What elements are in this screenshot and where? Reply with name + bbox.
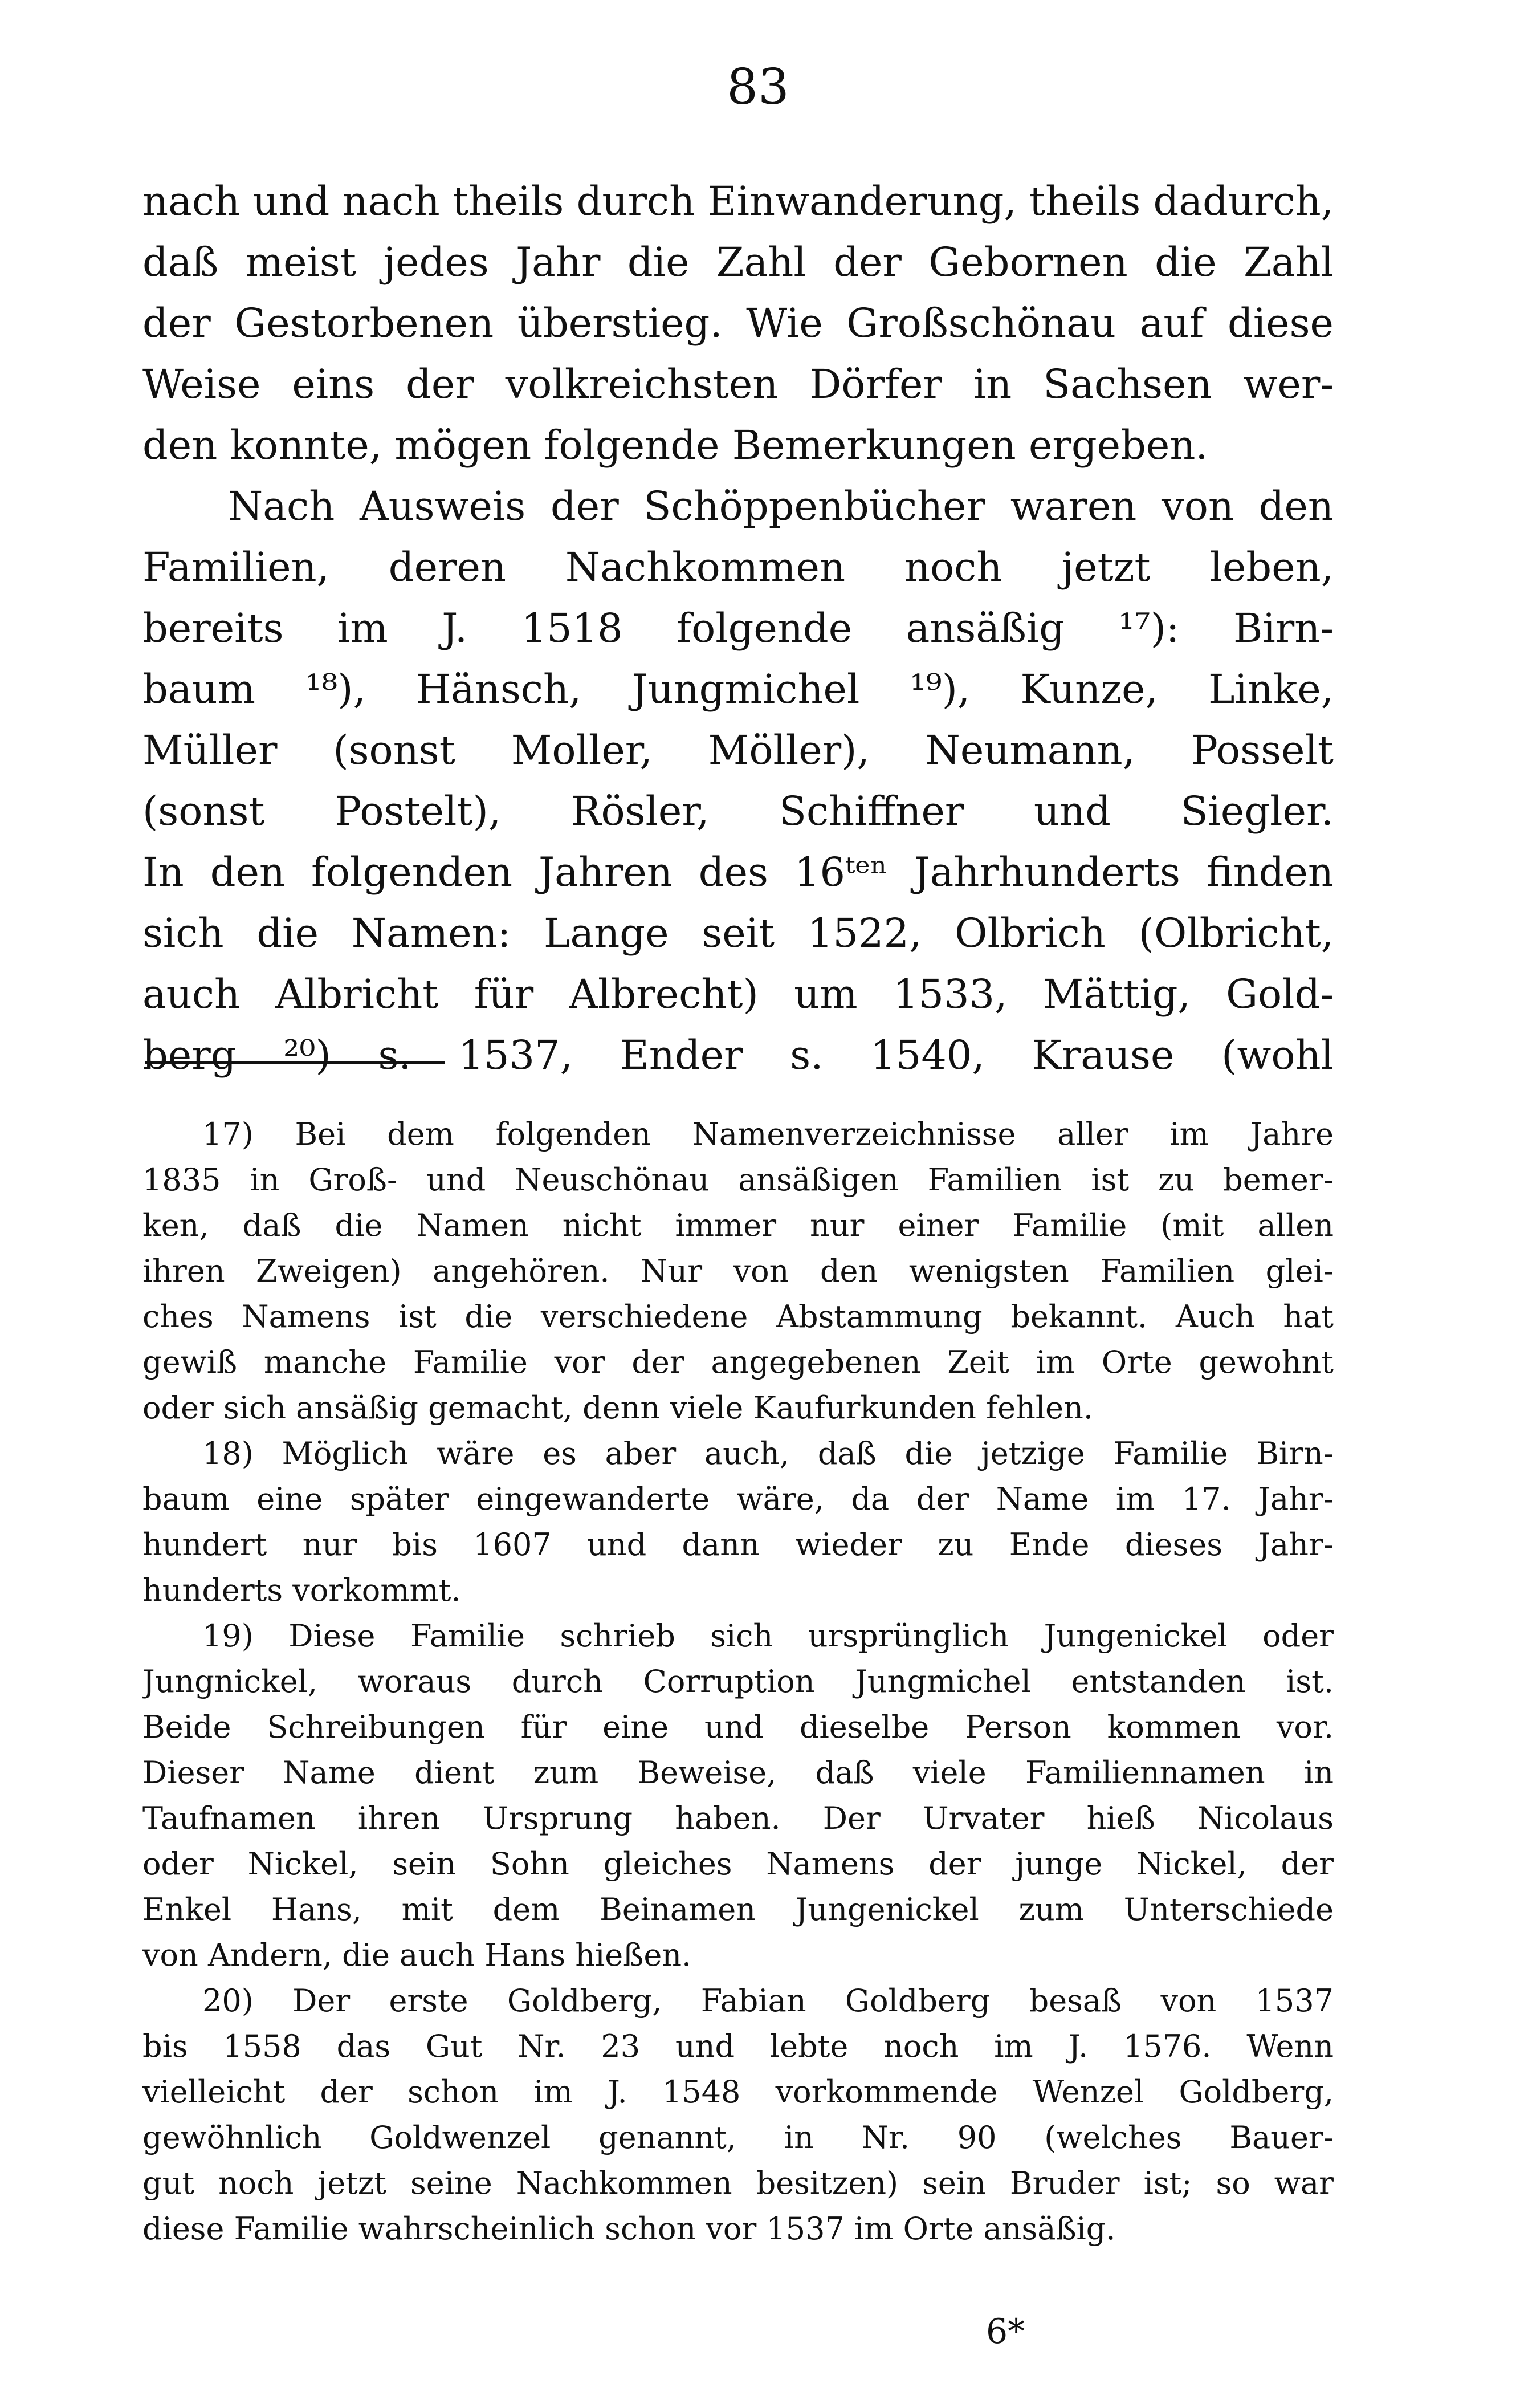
footnote-line: von Andern, die auch Hans hießen. xyxy=(142,1937,692,1973)
footnote-line: diese Familie wahrscheinlich schon vor 1537 im Orte ansäßig. xyxy=(142,2211,1116,2247)
signature-mark: 6* xyxy=(986,2312,1025,2352)
footnote-line: baum eine später eingewanderte wäre, da der Name im 17. Jahr- xyxy=(142,1481,1334,1517)
text-line: In den folgenden Jahren des 16ᵗᵉⁿ Jahrhunderts finden xyxy=(142,849,1334,896)
footnote-line: Jungnickel, woraus durch Corruption Jungmichel entstanden ist. xyxy=(142,1663,1334,1699)
footnote-line: bis 1558 das Gut Nr. 23 und lebte noch im J. 1576. Wenn xyxy=(142,2028,1334,2064)
text-line: Weise eins der volkreichsten Dörfer in Sachsen wer- xyxy=(142,361,1334,408)
text-line: nach und nach theils durch Einwanderung, theils dadurch, xyxy=(142,178,1334,225)
footnote-19: 19) Diese Familie schrieb sich ursprünglich Jungenickel oder xyxy=(202,1618,1334,1654)
text-line: daß meist jedes Jahr die Zahl der Gebornen die Zahl xyxy=(142,239,1334,286)
footnote-line: ihren Zweigen) angehören. Nur von den wenigsten Familien glei- xyxy=(142,1253,1334,1289)
text-line: sich die Namen: Lange seit 1522, Olbrich (Olbricht, xyxy=(142,910,1334,957)
footnote-line: 1835 in Groß- und Neuschönau ansäßigen Familien ist zu bemer- xyxy=(142,1162,1334,1198)
footnote-line: Dieser Name dient zum Beweise, daß viele Familiennamen in xyxy=(142,1755,1334,1791)
text-line: bereits im J. 1518 folgende ansäßig ¹⁷): Birn- xyxy=(142,605,1334,652)
footnote-line: oder sich ansäßig gemacht, denn viele Kaufurkunden fehlen. xyxy=(142,1390,1094,1426)
footnote-line: gewiß manche Familie vor der angegebenen Zeit im Orte gewohnt xyxy=(142,1344,1334,1380)
footnote-line: ches Namens ist die verschiedene Abstammung bekannt. Auch hat xyxy=(142,1299,1334,1335)
text-line: baum ¹⁸), Hänsch, Jungmichel ¹⁹), Kunze, Linke, xyxy=(142,666,1334,713)
footnote-line: Beide Schreibungen für eine und dieselbe Person kommen vor. xyxy=(142,1709,1334,1745)
text-line: (sonst Postelt), Rösler, Schiffner und Siegler. xyxy=(142,788,1334,835)
text-line: berg ²⁰) s. 1537, Ender s. 1540, Krause (wohl xyxy=(142,1032,1334,1079)
footnote-18: 18) Möglich wäre es aber auch, daß die jetzige Familie Birn- xyxy=(202,1435,1334,1471)
footnote-line: ken, daß die Namen nicht immer nur einer Familie (mit allen xyxy=(142,1207,1334,1243)
footnote-line: gewöhnlich Goldwenzel genannt, in Nr. 90 (welches Bauer- xyxy=(142,2120,1334,2155)
footnote-line: vielleicht der schon im J. 1548 vorkommende Wenzel Goldberg, xyxy=(142,2074,1334,2110)
footnote-separator xyxy=(145,1061,445,1064)
text-line: den konnte, mögen folgende Bemerkungen ergeben. xyxy=(142,422,1208,469)
footnote-line: Taufnamen ihren Ursprung haben. Der Urvater hieß Nicolaus xyxy=(142,1800,1334,1836)
text-line: Familien, deren Nachkommen noch jetzt leben, xyxy=(142,544,1334,591)
text-line: auch Albricht für Albrecht) um 1533, Mättig, Gold- xyxy=(142,971,1334,1018)
footnotes xyxy=(142,1112,1334,2252)
text-line: der Gestorbenen überstieg. Wie Großschönau auf diese xyxy=(142,300,1334,347)
text-line: Nach Ausweis der Schöppenbücher waren von den xyxy=(228,483,1334,530)
footnote-line: gut noch jetzt seine Nachkommen besitzen) sein Bruder ist; so war xyxy=(142,2165,1334,2201)
footnote-17: 17) Bei dem folgenden Namenverzeichnisse aller im Jahre xyxy=(202,1116,1334,1152)
page-number: 83 xyxy=(727,59,789,116)
footnote-line: hunderts vorkommt. xyxy=(142,1572,461,1608)
main-text xyxy=(142,171,1334,1086)
text-line: Müller (sonst Moller, Möller), Neumann, Posselt xyxy=(142,727,1334,774)
footnote-line: hundert nur bis 1607 und dann wieder zu Ende dieses Jahr- xyxy=(142,1527,1334,1563)
footnote-line: Enkel Hans, mit dem Beinamen Jungenickel zum Unterschiede xyxy=(142,1892,1334,1927)
footnote-line: oder Nickel, sein Sohn gleiches Namens der junge Nickel, der xyxy=(142,1846,1334,1882)
footnote-20: 20) Der erste Goldberg, Fabian Goldberg besaß von 1537 xyxy=(202,1983,1334,2019)
